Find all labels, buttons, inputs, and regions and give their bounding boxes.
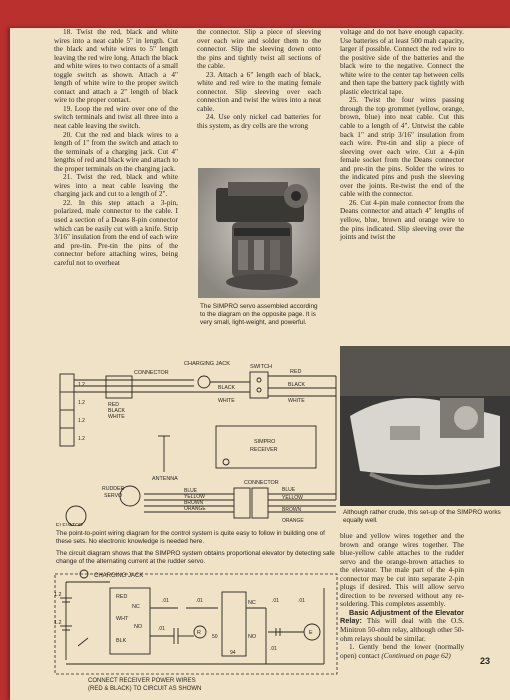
label: BROWN [184, 500, 204, 506]
label: BROWN [282, 507, 302, 513]
label: 1.2 [78, 436, 85, 442]
label: .01 [272, 598, 279, 604]
label: 1.2 [54, 620, 62, 626]
label: ELEVATOR [56, 523, 83, 526]
simpro-setup-photo [340, 346, 510, 506]
paragraph: 25. Twist the four wires passing through the top grommet (yellow, orange, brown, blue) into neat cable. Cut this cable to a length of 4". Untwist the cable back 1" and strip 3/16" insulation from each wire. Pre-tin and slip a piece of sleeving over each wire. Cut a 4-pin female socket from the Deans connector and pre-tin the pins. Solder the wires to the indicated pins and push the sleeving over the joints. Re-twist the end of the cable with the connector. [340, 95, 464, 199]
label: SIMPRO [254, 439, 276, 445]
wiring-caption: The point-to-point wiring diagram for the control system is quite easy to follow in building one of these sets. No electronic knowledge is needed here. [56, 530, 325, 545]
label: RED [108, 402, 119, 408]
section-paragraph [340, 609, 464, 643]
label: BLACK [218, 385, 236, 391]
label: .01 [158, 626, 165, 632]
paragraph: voltage and do not have enough capacity. Use batteries of at least 500 mah capacity, larger if possible. Connect the red wire to the positive side of the batteries and the black wire to the negative. Connect the white wire to the center tap between cells and then tape the battery pack tightly with plastic electrical tape. [340, 27, 464, 96]
section-text: This will deal with the O.S. Minitron 50-ohm relay, although other 50-ohm relays should be similar. [340, 616, 464, 643]
label: .01 [270, 646, 277, 652]
continued-note: (Continued on page 62) [381, 650, 451, 660]
page-number: 23 [479, 656, 490, 666]
label: NO [248, 634, 257, 640]
label: R [197, 630, 201, 636]
label: YELLOW [282, 495, 303, 501]
label: CONNECTOR [134, 370, 169, 376]
label: YELLOW [184, 494, 205, 500]
paragraph-text: 1. Gently bend the lower (normally open) contact [340, 642, 464, 660]
paragraph: 19. Loop the red wire over one of the switch terminals and twist all three into a neat cable leaving the switch. [54, 103, 178, 131]
label: RED [290, 369, 302, 375]
label: WHITE [218, 398, 235, 404]
label: 1.2 [78, 382, 85, 388]
label: BLUE [282, 487, 296, 493]
label: .01 [162, 598, 169, 604]
label: BLACK [108, 408, 126, 414]
circuit-diagram [54, 568, 338, 694]
label: 50 [212, 634, 218, 640]
paragraph: the connector. Slip a piece of sleeving over each wire and solder them to the connector. Slip the sleeving down onto the pins and tightly twist all sections of the cable. [197, 27, 321, 71]
wiring-diagram [54, 340, 338, 526]
label: CONNECTOR [244, 480, 279, 486]
label: ORANGE [184, 506, 206, 512]
label: NC [248, 600, 256, 606]
label: ANTENNA [152, 476, 178, 482]
paragraph: 24. Use only nickel cad batteries for this system, as dry cells are the wrong [197, 112, 321, 131]
label: (RED & BLACK) TO CIRCUIT AS SHOWN [88, 686, 202, 692]
label: CONNECT RECEIVER POWER WIRES [88, 678, 196, 684]
paragraph: 26. Cut 4-pin male connector from the Deans connector and attach 4" lengths of yellow, blue, brown and orange wire to the pins indicated. Slip sleeving over the joints and twist the [340, 197, 464, 242]
label: WHT [116, 616, 129, 622]
label: SERVO [104, 493, 123, 499]
label: BLACK [288, 382, 306, 388]
paragraph: 20. Cut the red and black wires to a length of 1" from the switch and attach to the terminals of a charging jack. Cut 4" lengths of red and black wire and attach to the proper terminals on the charging jack. [54, 129, 179, 173]
label: RED [116, 594, 128, 600]
paragraph: blue and yellow wires together and the brown and orange wires together. The blue-yellow cable attaches to the rudder servo and the orange-brown attaches to the elevator. The male part of the 4-pin connector may be cut into separate 2-pin plugs if desired. This will allow servo direction to be reversed without any re-soldering. This completes assembly. [340, 531, 464, 609]
text-column-2 [197, 28, 321, 131]
photo-caption: Although rather crude, this set-up of the SIMPRO works equally well. [343, 509, 501, 524]
label: CHARGING JACK [94, 573, 144, 579]
label: 94 [230, 650, 236, 656]
label: RUDDER [102, 486, 125, 492]
text-column-3-lower [340, 532, 464, 660]
text-column-3 [340, 28, 464, 242]
label: 1.2 [78, 418, 85, 424]
paragraph: 23. Attach a 6" length each of black, white and red wire to the mating female connector. Slip sleeving over each connection and twist the wires into a neat cable. [197, 69, 321, 113]
section-heading: Basic Adjustment of the Elevator Relay: [340, 607, 464, 626]
label: BLK [116, 638, 127, 644]
paragraph [340, 643, 464, 660]
paragraph: 18. Twist the red, black and white wires into a neat cable 5" in length. Cut the black and white wires to 5" length leaving the red wire long. Attach the black and white wires to two contacts of a small toggle switch as shown. Attach a 4" length of white wire to the proper switch contact and attach a 2" length of black wire to the proper contact. [54, 27, 179, 105]
text-column-1 [54, 28, 178, 267]
paragraph: 22. In this step attach a 3-pin, polarized, male connector to the cable. I used a section of a Deans 8-pin connector which can be easily cut with a knife. Strip 3/16" insulation from the end of each wire and pre-tin. Pre-tin the pins of the connector before attaching wires, being careful not to overheat [54, 197, 178, 267]
label: WHITE [288, 398, 305, 404]
label: RECEIVER [250, 447, 278, 453]
label: .01 [196, 598, 203, 604]
label: .01 [298, 598, 305, 604]
label: SWITCH [250, 364, 273, 370]
label: BLUE [184, 488, 198, 494]
label: 1.2 [78, 400, 85, 406]
label: ORANGE [282, 518, 304, 524]
label: E [309, 630, 313, 636]
label: WHITE [108, 414, 125, 420]
paragraph: 21. Twist the red, black and white wires into a neat cable leaving the charging jack and cut to a length of 2". [54, 172, 178, 199]
circuit-caption: The circuit diagram shows that the SIMPRO system obtains proportional elevator by detecting safe change of the alternating current at the rudder servo. [56, 550, 335, 565]
servo-photo [198, 168, 320, 298]
label: NO [134, 624, 143, 630]
label: 1.2 [54, 592, 62, 598]
photo-caption: The SIMPRO servo assembled according to the diagram on the opposite page. It is very small, light-weight, and powerful. [200, 303, 318, 326]
label: CHARGING JACK [184, 361, 230, 367]
label: NC [132, 604, 140, 610]
magazine-page [10, 28, 510, 700]
